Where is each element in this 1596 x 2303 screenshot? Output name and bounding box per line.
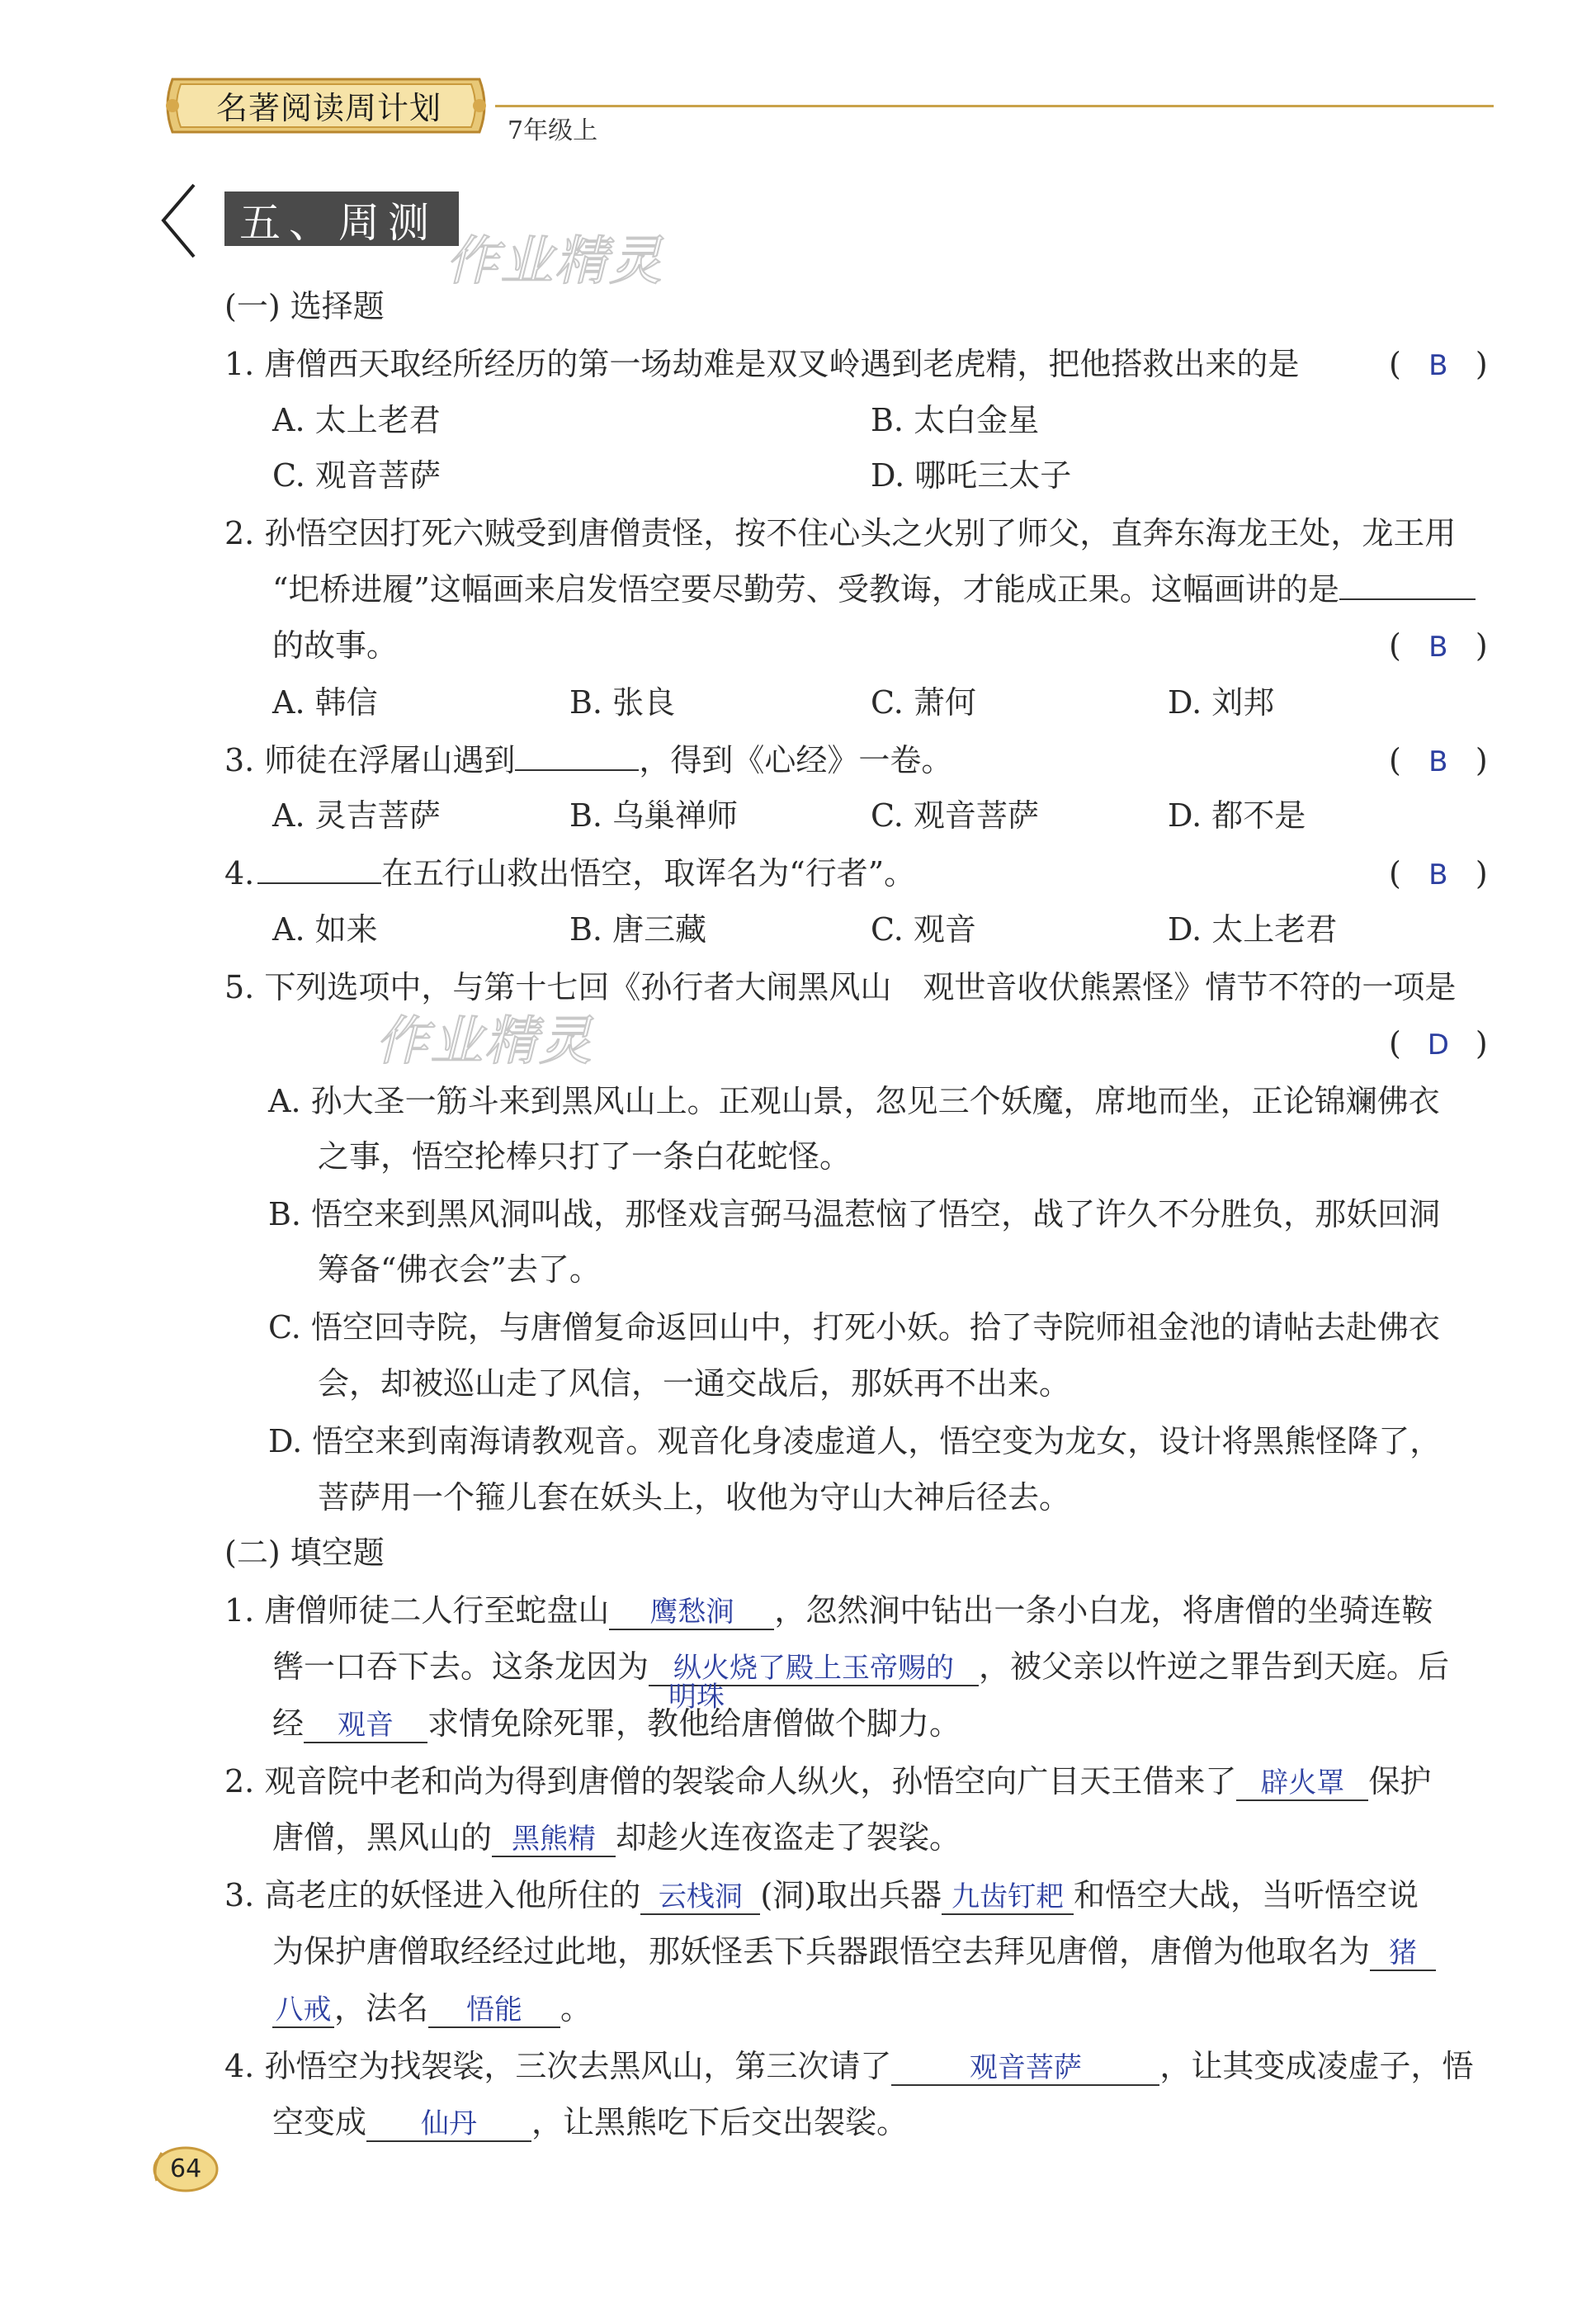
q4-blank xyxy=(257,882,381,884)
fill-q3-answer2: 九齿钉耙 xyxy=(951,1880,1064,1913)
fill-q4-line2: 空变成 仙丹 ，让黑熊吃下后交出袈裟。 xyxy=(272,2104,909,2140)
q4-answer: B xyxy=(1428,858,1448,891)
fill-q1-line1: 1. 唐僧师徒二人行至蛇盘山 鹰愁涧 ，忽然涧中钻出一条小白龙，将唐僧的坐骑连鞍 xyxy=(224,1592,1433,1629)
q2-option-c: C. 萧何 xyxy=(871,684,976,721)
q5-text: 5. 下列选项中，与第十七回《孙行者大闹黑风山 观世音收伏熊罴怪》情节不符的一项是 xyxy=(224,969,1457,1005)
fill-q1-answer2-cont: 明珠 xyxy=(668,1681,725,1714)
q4-option-a: A. 如来 xyxy=(272,911,378,948)
q5-option-c-line1: C. 悟空回寺院，与唐僧复命返回山中，打死小妖。拾了寺院师祖金池的请帖去赴佛衣 xyxy=(268,1309,1440,1345)
q5-option-b-line2: 筹备“佛衣会”去了。 xyxy=(318,1251,601,1288)
fill-q1-answer1: 鹰愁涧 xyxy=(649,1596,734,1629)
q4-option-b: B. 唐三藏 xyxy=(569,911,707,948)
q5-answer: D xyxy=(1427,1029,1449,1062)
q1-answer: B xyxy=(1428,349,1448,382)
fill-q2-answer2: 黑熊精 xyxy=(512,1823,597,1856)
watermark: 作业精灵 xyxy=(446,231,663,292)
fill-q3-answer3-cont: 八戒 xyxy=(275,1993,332,2026)
q3-option-a: A. 灵吉菩萨 xyxy=(272,797,441,834)
fill-q3-answer4: 悟能 xyxy=(466,1993,523,2026)
q2-option-a: A. 韩信 xyxy=(272,684,378,721)
q2-option-d: D. 刘邦 xyxy=(1168,684,1275,721)
q1-option-b: B. 太白金星 xyxy=(871,402,1040,438)
fill-q2-line2: 唐僧，黑风山的 黑熊精 却趁火连夜盗走了袈裟。 xyxy=(272,1819,961,1856)
fill-q1-line3: 经 观音 求情免除死罪，教他给唐僧做个脚力。 xyxy=(272,1705,961,1742)
fill-q3-answer1: 云栈洞 xyxy=(658,1880,743,1913)
section-title: 五、周测 xyxy=(239,199,437,247)
fill-q2-line1: 2. 观音院中老和尚为得到唐僧的袈裟命人纵火，孙悟空向广目天王借来了 辟火罩 保护 xyxy=(224,1763,1432,1799)
q3-blank xyxy=(515,769,639,771)
part1-heading: (一) 选择题 xyxy=(224,288,385,324)
q5-option-d-line1: D. 悟空来到南海请教观音。观音化身凌虚道人，悟空变为龙女，设计将黑熊怪降了， xyxy=(268,1423,1442,1459)
q3-option-d: D. 都不是 xyxy=(1168,797,1306,834)
q3-text: 3. 师徒在浮屠山遇到 ，得到《心经》一卷。 xyxy=(224,742,953,778)
fill-q1-answer3: 观音 xyxy=(338,1709,394,1742)
fill-q1-line2: 辔一口吞下去。这条龙因为 纵火烧了殿上玉帝赐的 ，被父亲以忤逆之罪告到天庭。后 xyxy=(272,1648,1450,1685)
q5-option-c-line2: 会，却被巡山走了风信，一通交战后，那妖再不出来。 xyxy=(318,1365,1071,1402)
fill-q4-answer2: 仙丹 xyxy=(421,2107,478,2140)
q2-answer-paren: ( B ) xyxy=(1389,624,1488,669)
fill-q3-answer3: 猪 xyxy=(1389,1937,1418,1970)
header-rule xyxy=(495,105,1494,107)
q2-answer: B xyxy=(1428,631,1448,664)
watermark: 作业精灵 xyxy=(375,1011,593,1072)
q3-answer: B xyxy=(1428,745,1448,778)
q5-option-a-line2: 之事，悟空抡棒只打了一条白花蛇怪。 xyxy=(318,1138,852,1175)
q4-option-c: C. 观音 xyxy=(871,911,976,948)
q4-answer-paren: ( B ) xyxy=(1389,852,1488,896)
grade-label: 7年级上 xyxy=(508,116,598,145)
q4-option-d: D. 太上老君 xyxy=(1168,911,1338,948)
q1-text: 1. 唐僧西天取经所经历的第一场劫难是双叉岭遇到老虎精，把他搭救出来的是 xyxy=(224,346,1300,382)
fill-q2-answer1: 辟火罩 xyxy=(1260,1766,1345,1799)
q1-option-d: D. 哪吒三太子 xyxy=(871,457,1072,494)
q5-option-b-line1: B. 悟空来到黑风洞叫战，那怪戏言弼马温惹恼了悟空，战了许久不分胜负，那妖回洞 xyxy=(268,1196,1441,1232)
fill-q3-line1: 3. 高老庄的妖怪进入他所住的 云栈洞 (洞)取出兵器 九齿钉耙 和悟空大战，当听悟空说 xyxy=(224,1877,1419,1913)
q3-option-c: C. 观音菩萨 xyxy=(871,797,1039,834)
q4-text: 4. 在五行山救出悟空，取诨名为“行者”。 xyxy=(224,855,916,891)
book-title: 名著阅读周计划 xyxy=(216,90,442,126)
q3-option-b: B. 乌巢禅师 xyxy=(569,797,739,834)
q5-option-a-line1: A. 孙大圣一筋斗来到黑风山上。正观山景，忽见三个妖魔，席地而坐，正论锦斓佛衣 xyxy=(268,1083,1440,1119)
fill-q3-line2: 为保护唐僧取经经过此地，那妖怪丢下兵器跟悟空去拜见唐僧，唐僧为他取名为 猪 xyxy=(272,1930,1436,1973)
q1-option-c: C. 观音菩萨 xyxy=(272,457,441,494)
q1-option-a: A. 太上老君 xyxy=(272,402,441,438)
q2-line1: 2. 孙悟空因打死六贼受到唐僧责怪，按不住心头之火别了师父，直奔东海龙王处，龙王用 xyxy=(224,515,1457,551)
part2-heading: (二) 填空题 xyxy=(224,1535,385,1571)
fill-q3-line3: 八戒，法名 悟能 。 xyxy=(272,1987,592,2030)
page-number: 64 xyxy=(170,2154,202,2183)
q2-option-b: B. 张良 xyxy=(569,684,676,721)
q5-option-d-line2: 菩萨用一个箍儿套在妖头上，收他为守山大神后径去。 xyxy=(318,1479,1071,1516)
fill-q4-line1: 4. 孙悟空为找袈裟，三次去黑风山，第三次请了 观音菩萨 ，让其变成凌虚子，悟 xyxy=(224,2048,1474,2084)
q1-answer-paren: ( B ) xyxy=(1389,343,1488,387)
q5-answer-paren: ( D ) xyxy=(1389,1022,1488,1066)
q2-line2: “圯桥进履”这幅画来启发悟空要尽勤劳、受教诲，才能成正果。这幅画讲的是 xyxy=(272,568,1476,611)
q2-blank xyxy=(1339,598,1476,600)
q2-line3: 的故事。 xyxy=(272,627,399,664)
fill-q1-answer2: 纵火烧了殿上玉帝赐的 xyxy=(673,1652,955,1685)
fill-q4-answer1: 观音菩萨 xyxy=(969,2051,1082,2084)
q3-answer-paren: ( B ) xyxy=(1389,739,1488,783)
